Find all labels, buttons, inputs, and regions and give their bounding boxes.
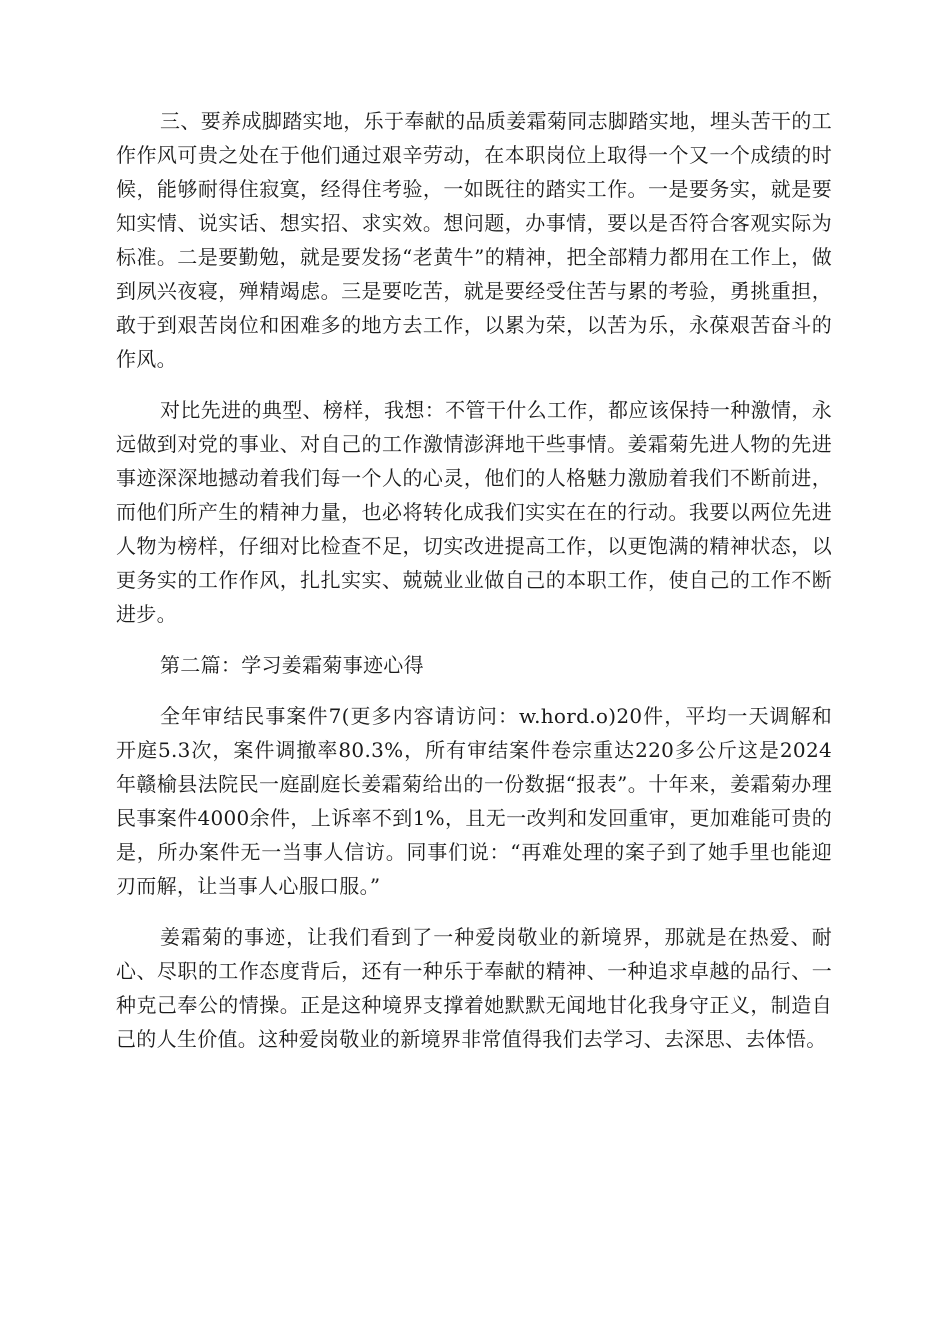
document-page bbox=[116, 104, 832, 1056]
paragraph-role-models: 对比先进的典型、榜样，我想：不管干什么工作，都应该保持一种激情，永远做到对党的事业、对自己的工作激情澎湃地干些事情。姜霜菊先进人物的先进事迹深深地撼动着我们每一个人的心灵，他们的人格魅力激励着我们不断前进，而他们所产生的精神力量，也必将转化成我们实实在在的行动。我要以两位先进人物为榜样，仔细对比检查不足，切实改进提高工作，以更饱满的精神状态，以更务实的工作作风，扎扎实实、兢兢业业做自己的本职工作，使自己的工作不断进步。 bbox=[116, 398, 832, 626]
paragraph-diligence: 三、要养成脚踏实地，乐于奉献的品质姜霜菊同志脚踏实地，埋头苦干的工作作风可贵之处在于他们通过艰辛劳动，在本职岗位上取得一个又一个成绩的时候，能够耐得住寂寞，经得住考验，一如既往的踏实工作。一是要务实，就是要知实情、说实话、想实招、求实效。想问题，办事情，要以是否符合客观实际为标准。二是要勤勉，就是要发扬“老黄牛”的精神，把全部精力都用在工作上，做到夙兴夜寝，殚精竭虑。三是要吃苦，就是要经受住苦与累的考验，勇挑重担，敢于到艰苦岗位和困难多的地方去工作，以累为荣，以苦为乐，永葆艰苦奋斗的作风。 bbox=[116, 109, 832, 371]
section-heading: 第二篇：学习姜霜菊事迹心得 bbox=[160, 653, 424, 677]
paragraph-dedication: 姜霜菊的事迹，让我们看到了一种爱岗敬业的新境界，那就是在热爱、耐心、尽职的工作态度背后，还有一种乐于奉献的精神、一种追求卓越的品行、一种克己奉公的情操。正是这种境界支撑着她默默无闻地甘化我身守正义，制造自己的人生价值。这种爱岗敬业的新境界非常值得我们去学习、去深思、去体悟。 bbox=[116, 925, 832, 1051]
paragraph-case-statistics: 全年审结民事案件7(更多内容请访问：w.hord.o)20件，平均一天调解和开庭5.3次，案件调撤率80.3%，所有审结案件卷宗重达220多公斤这是2024年赣榆县法院民一庭副庭长姜霜菊给出的一份数据“报表”。十年来，姜霜菊办理民事案件4000余件，上诉率不到1%，且无一改判和发回重审，更加难能可贵的是，所办案件无一当事人信访。同事们说：“再难处理的案子到了她手里也能迎刃而解，让当事人心服口服。” bbox=[116, 704, 832, 898]
